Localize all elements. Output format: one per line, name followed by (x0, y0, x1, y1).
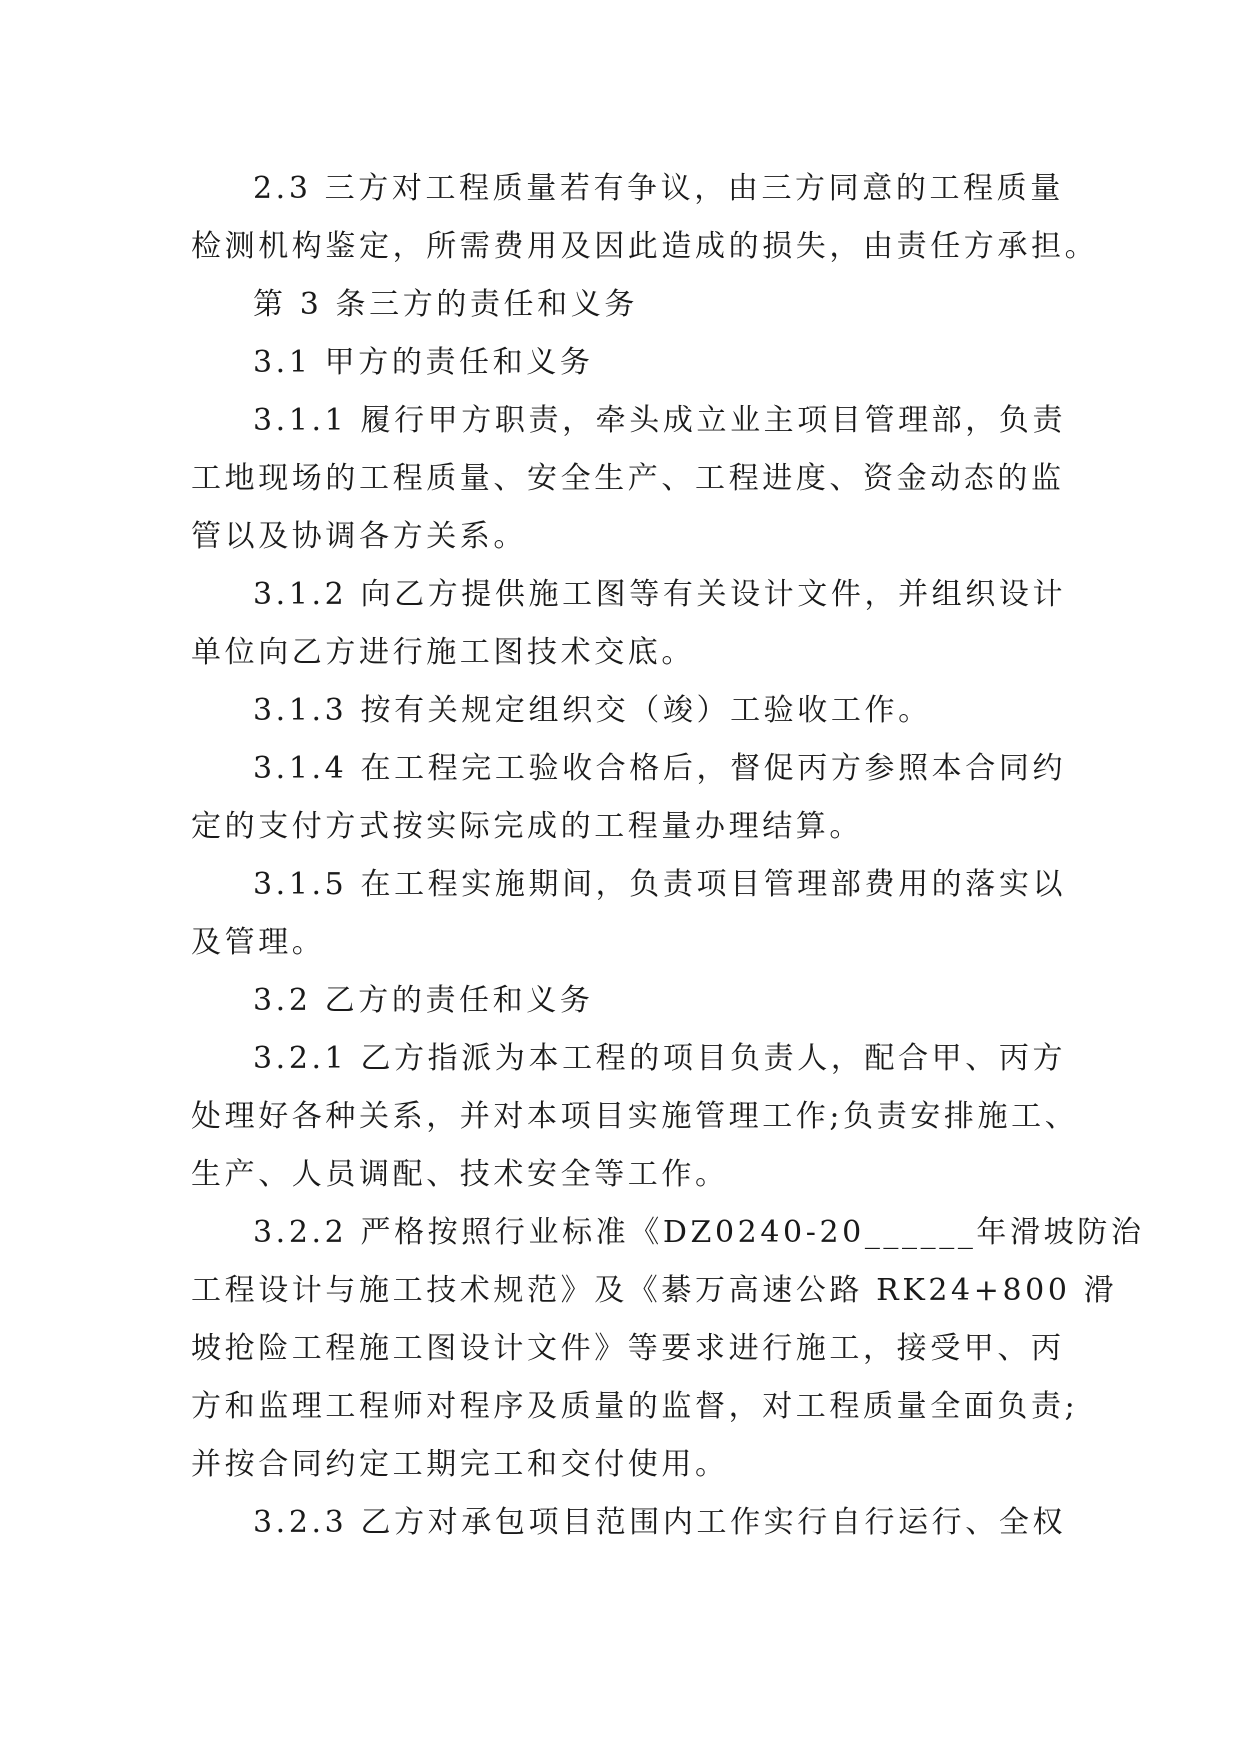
paragraph-3-2-2 (191, 1204, 1145, 1494)
text-line: 并按合同约定工期完工和交付使用。 (191, 1447, 729, 1482)
text-line: 检测机构鉴定，所需费用及因此造成的损失，由责任方承担。 (191, 229, 1099, 264)
paragraph-3-2-1 (191, 1030, 1079, 1204)
text-line: 3.2.1 乙方指派为本工程的项目负责人，配合甲、丙方 (253, 1041, 1067, 1076)
text-line: 方和监理工程师对程序及质量的监督，对工程质量全面负责; (191, 1389, 1079, 1424)
heading-3-1 (191, 334, 1051, 392)
text-line: 3.1.4 在工程完工验收合格后，督促丙方参照本合同约 (253, 751, 1067, 786)
text-line: 3.1.2 向乙方提供施工图等有关设计文件，并组织设计 (253, 577, 1067, 612)
paragraph-3-1-4 (191, 740, 1067, 856)
paragraph-3-1-1 (191, 392, 1067, 566)
text-line: 单位向乙方进行施工图技术交底。 (191, 635, 695, 670)
text-line: 定的支付方式按实际完成的工程量办理结算。 (191, 809, 863, 844)
paragraph-3-1-5 (191, 856, 1067, 972)
paragraph-2-3 (191, 160, 1099, 276)
paragraph-3-2-3 (191, 1494, 1067, 1552)
heading-3-2 (191, 972, 1051, 1030)
text-line: 坡抢险工程施工图设计文件》等要求进行施工，接受甲、丙 (191, 1331, 1065, 1366)
text-line: 3.1 甲方的责任和义务 (253, 345, 594, 380)
text-line: 3.2.3 乙方对承包项目范围内工作实行自行运行、全权 (253, 1505, 1067, 1540)
text-line: 3.2 乙方的责任和义务 (253, 983, 594, 1018)
text-line: 管以及协调各方关系。 (191, 519, 527, 554)
text-line: 工程设计与施工技术规范》及《綦万高速公路 RK24+800 滑 (191, 1273, 1118, 1308)
text-line: 3.1.3 按有关规定组织交（竣）工验收工作。 (253, 693, 932, 728)
document-body (191, 160, 1145, 1552)
paragraph-3-1-3 (191, 682, 1051, 740)
text-line: 3.1.1 履行甲方职责，牵头成立业主项目管理部，负责 (253, 403, 1067, 438)
text-line: 工地现场的工程质量、安全生产、工程进度、资金动态的监 (191, 461, 1065, 496)
text-line: 处理好各种关系，并对本项目实施管理工作;负责安排施工、 (191, 1099, 1079, 1134)
text-line: 3.2.2 严格按照行业标准《DZ0240-20______年滑坡防治 (253, 1215, 1145, 1250)
text-line: 及管理。 (191, 925, 326, 960)
text-line: 第 3 条三方的责任和义务 (253, 287, 638, 322)
text-line: 3.1.5 在工程实施期间，负责项目管理部费用的落实以 (253, 867, 1067, 902)
heading-article-3 (191, 276, 1051, 334)
text-line: 2.3 三方对工程质量若有争议，由三方同意的工程质量 (253, 171, 1064, 206)
text-line: 生产、人员调配、技术安全等工作。 (191, 1157, 729, 1192)
paragraph-3-1-2 (191, 566, 1067, 682)
